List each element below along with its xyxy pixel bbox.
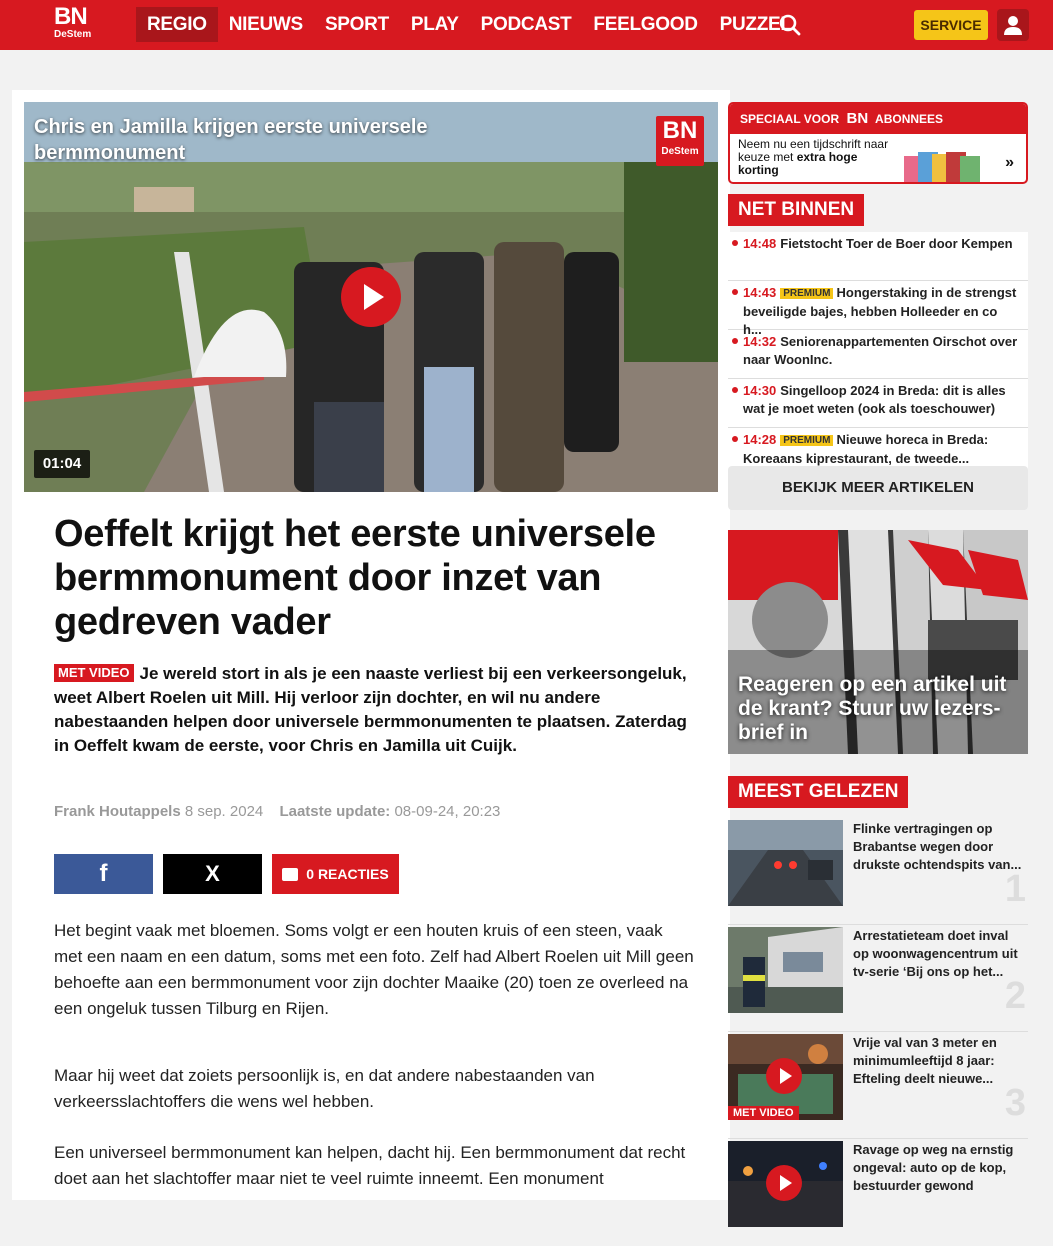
update-date: 08-09-24, 20:23 — [394, 803, 501, 820]
list-item[interactable] — [728, 925, 1028, 1032]
item-title: Flinke vertragingen op Brabantse wegen door drukste ochtendspits van... — [853, 821, 1022, 872]
body-paragraph: Maar hij weet dat zoiets persoonlijk is, en dat andere nabestaanden van verkeersslachtoffers die wens wel hebben. — [54, 1066, 595, 1111]
article-thumbnail — [728, 1034, 843, 1120]
list-item[interactable] — [728, 818, 1028, 925]
item-time: 14:48 — [743, 236, 777, 251]
premium-badge: PREMIUM — [780, 288, 833, 299]
list-item[interactable] — [728, 1139, 1028, 1246]
hero-video-player[interactable] — [24, 102, 718, 492]
user-account-button[interactable] — [997, 9, 1029, 41]
x-share-button[interactable] — [163, 854, 262, 894]
item-title: Seniorenappartementen Oirschot over naar WoonInc. — [743, 334, 1018, 367]
comments-button[interactable] — [272, 854, 399, 894]
item-time: 14:43 — [743, 285, 777, 300]
article-thumbnail — [728, 820, 843, 906]
nav-play[interactable]: PLAY — [410, 14, 459, 35]
video-logo-subtext: DeStem — [661, 146, 699, 157]
subscriber-promo[interactable] — [728, 102, 1028, 184]
item-time: 14:28 — [743, 432, 777, 447]
rank-number: 2 — [1004, 975, 1026, 1017]
facebook-icon: f — [99, 860, 108, 887]
net-binnen-list — [728, 232, 1028, 477]
net-binnen-title: NET BINNEN — [728, 194, 864, 226]
article-thumbnail — [728, 1141, 843, 1227]
video-title: Chris en Jamilla krijgen eerste universele bermmonument — [34, 116, 428, 164]
facebook-share-button[interactable] — [54, 854, 153, 894]
body-paragraph: Het begint vaak met bloemen. Soms volgt er een houten kruis of een steen, vaak met een naam en een datum, soms met een foto. Zelf had Albert Roelen uit Mill geen behoefte aan een bermmonument voor zijn dochter Maaike (20) toen ze overleed na een ongeluk tussen Tilburg en Rijen. — [54, 921, 694, 1018]
search-icon[interactable] — [779, 14, 801, 36]
item-title: Arrestatieteam doet inval op woonwagencentrum uit tv-serie ‘Bij ons op het... — [853, 928, 1018, 979]
user-icon — [997, 9, 1029, 41]
more-articles-button[interactable]: BEKIJK MEER ARTIKELEN — [728, 466, 1028, 510]
item-title: Singelloop 2024 in Breda: dit is alles wat je moet weten (ook als toeschouwer) — [743, 383, 1006, 416]
meest-gelezen-title: MEEST GELEZEN — [728, 776, 908, 808]
item-time: 14:32 — [743, 334, 777, 349]
video-logo-text: BN — [662, 117, 698, 144]
logo-text: BN — [54, 3, 87, 30]
list-item[interactable] — [728, 379, 1028, 428]
video-logo — [656, 116, 704, 166]
promo-text-bold: extra hoge korting — [738, 150, 858, 177]
promo-header — [730, 104, 1026, 134]
promo-head-post: ABONNEES — [875, 112, 944, 126]
letter-card-text: Reageren op een artikel uit de krant? Stuur uw lezers-brief in — [738, 673, 1007, 744]
article-intro — [54, 662, 694, 758]
nav-podcast[interactable]: PODCAST — [480, 14, 572, 35]
list-item[interactable] — [728, 330, 1028, 379]
list-item[interactable] — [728, 232, 1028, 281]
nav-feelgood[interactable]: FEELGOOD — [593, 14, 698, 35]
item-title: Vrije val van 3 meter en minimumleeftijd 8 jaar: Efteling deelt nieuwe... — [853, 1035, 997, 1086]
comments-label: 0 REACTIES — [306, 866, 389, 882]
body-paragraph: Een universeel bermmonument kan helpen, dacht hij. Een bermmonument dat recht doet aan het slachtoffer maar niet te veel ruimte inneemt. Een monument — [54, 1143, 686, 1188]
meest-gelezen-list — [728, 818, 1028, 1246]
letter-to-editor-card[interactable] — [728, 530, 1028, 754]
play-icon[interactable] — [341, 267, 401, 327]
main-nav — [136, 7, 803, 42]
publish-date: 8 sep. 2024 — [184, 803, 264, 820]
list-item[interactable] — [728, 1032, 1028, 1139]
x-icon: X — [205, 861, 220, 886]
update-label: Laatste update: — [279, 803, 391, 820]
item-time: 14:30 — [743, 383, 777, 398]
magazines-image — [902, 150, 992, 182]
play-icon[interactable] — [766, 1058, 802, 1094]
item-title: Ravage op weg na ernstig ongeval: auto op de kop, bestuurder gewond — [853, 1142, 1014, 1193]
service-button[interactable]: SERVICE — [914, 10, 988, 40]
rank-number: 1 — [1004, 868, 1026, 910]
item-title: Nieuwe horeca in Breda: Koreaans kiprestaurant, de tweede... — [743, 432, 989, 466]
top-navigation-bar — [0, 0, 1053, 50]
play-icon[interactable] — [766, 1165, 802, 1201]
article-byline — [54, 802, 500, 822]
article-headline: Oeffelt krijgt het eerste universele bermmonument door inzet van gedreven vader — [54, 513, 656, 643]
logo-subtext: DeStem — [54, 29, 92, 40]
video-badge: MET VIDEO — [54, 664, 134, 682]
author-name[interactable]: Frank Houtappels — [54, 803, 181, 820]
video-duration: 01:04 — [34, 450, 90, 478]
comment-bubble-icon — [282, 868, 298, 881]
premium-badge: PREMIUM — [780, 435, 833, 446]
item-title: Hongerstaking in de strengst beveiligde bajes, hebben Holleeder en co h... — [743, 285, 1017, 337]
promo-arrow-icon: » — [1005, 154, 1014, 171]
list-item[interactable] — [728, 281, 1028, 337]
nav-nieuws[interactable]: NIEUWS — [228, 14, 303, 35]
promo-text — [738, 138, 898, 177]
nav-regio[interactable]: REGIO — [136, 7, 218, 42]
promo-head-pre: SPECIAAL VOOR — [740, 112, 840, 126]
promo-logo: BN — [846, 110, 869, 127]
nav-sport[interactable]: SPORT — [324, 14, 389, 35]
item-title: Fietstocht Toer de Boer door Kempen — [780, 236, 1013, 251]
promo-text-pre: Neem nu een tijdschrift naar keuze met — [738, 137, 889, 164]
site-logo[interactable] — [54, 5, 96, 45]
video-badge: MET VIDEO — [728, 1106, 799, 1120]
article-thumbnail — [728, 927, 843, 1013]
intro-text: Je wereld stort in als je een naaste verliest bij een verkeersongeluk, weet Albert Roelen uit Mill. Hij verloor zijn dochter, en wil nu andere nabestaanden helpen door universele bermmonumenten te plaatsen. Zaterdag in Oeffelt kwam de eerste, voor Chris en Jamilla uit Cuijk. — [54, 664, 687, 755]
nav-puzzel[interactable]: PUZZEL — [719, 14, 792, 35]
rank-number: 3 — [1004, 1082, 1026, 1124]
